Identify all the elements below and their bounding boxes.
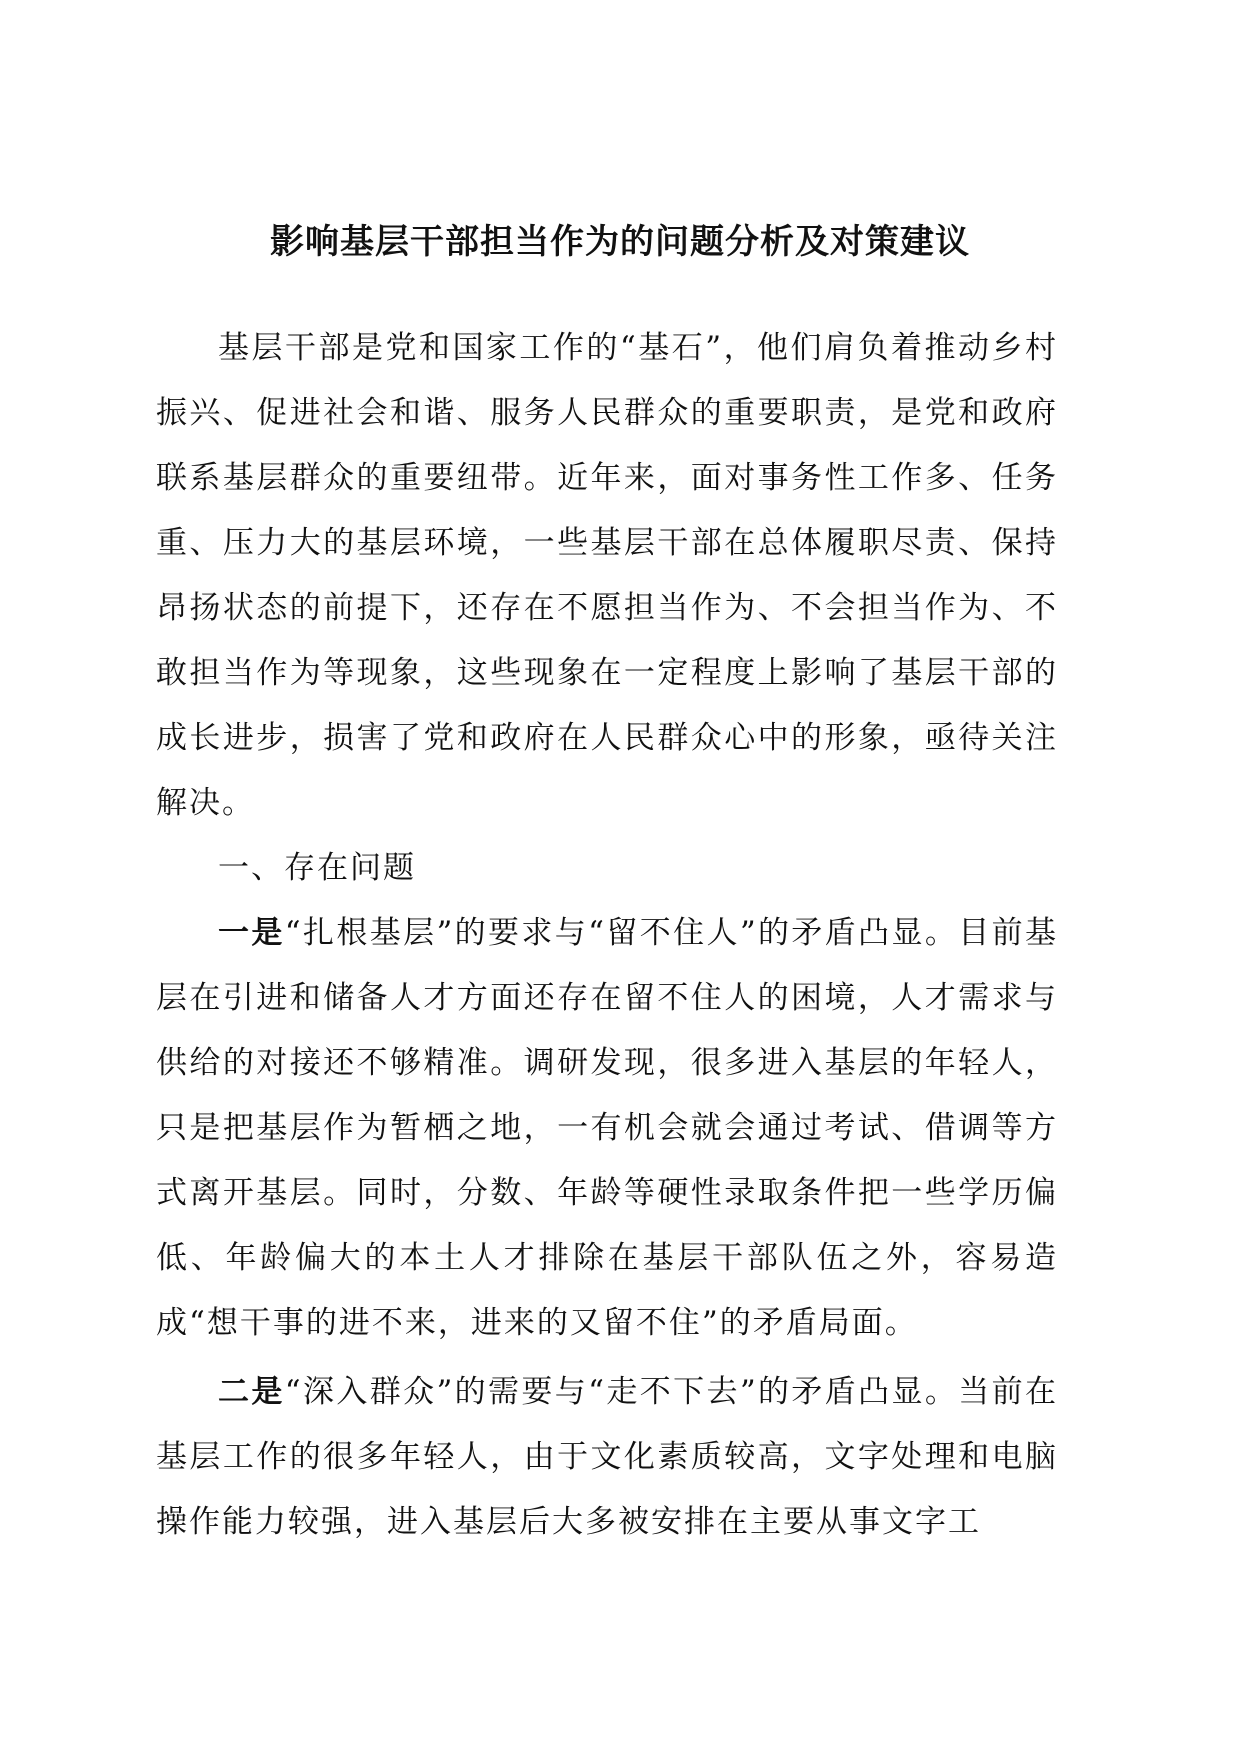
intro-paragraph: 基层干部是党和国家工作的“基石”，他们肩负着推动乡村振兴、促进社会和谐、服务人民群众的重要职责，是党和政府联系基层群众的重要纽带。近年来，面对事务性工作多、任务重、压力大的基层环境，一些基层干部在总体履职尽责、保持昂扬状态的前提下，还存在不愿担当作为、不会担当作为、不敢担当作为等现象，这些现象在一定程度上影响了基层干部的成长进步，损害了党和政府在人民群众心中的形象，亟待关注解决。 xyxy=(156,330,1058,821)
point-paragraph-2 xyxy=(156,1360,1058,1555)
point-text-2: “深入群众”的需要与“走不下去”的矛盾凸显。当前在基层工作的很多年轻人，由于文化素质较高，文字处理和电脑操作能力较强，进入基层后大多被安排在主要从事文字工 xyxy=(156,1374,1059,1540)
document-title: 影响基层干部担当作为的问题分析及对策建议 xyxy=(270,222,970,262)
point-paragraph-1 xyxy=(156,901,1058,1356)
section-heading: 一、存在问题 xyxy=(218,850,416,886)
point-lead-1: 一是 xyxy=(218,915,285,951)
point-lead-2: 二是 xyxy=(218,1374,285,1410)
document-body xyxy=(156,316,1058,1555)
point-text-1: “扎根基层”的要求与“留不住人”的矛盾凸显。目前基层在引进和储备人才方面还存在留不住人的困境，人才需求与供给的对接还不够精准。调研发现，很多进入基层的年轻人，只是把基层作为暂栖之地，一有机会就会通过考试、借调等方式离开基层。同时，分数、年龄等硬性录取条件把一些学历偏低、年龄偏大的本土人才排除在基层干部队伍之外，容易造成“想干事的进不来，进来的又留不住”的矛盾局面。 xyxy=(156,915,1059,1341)
